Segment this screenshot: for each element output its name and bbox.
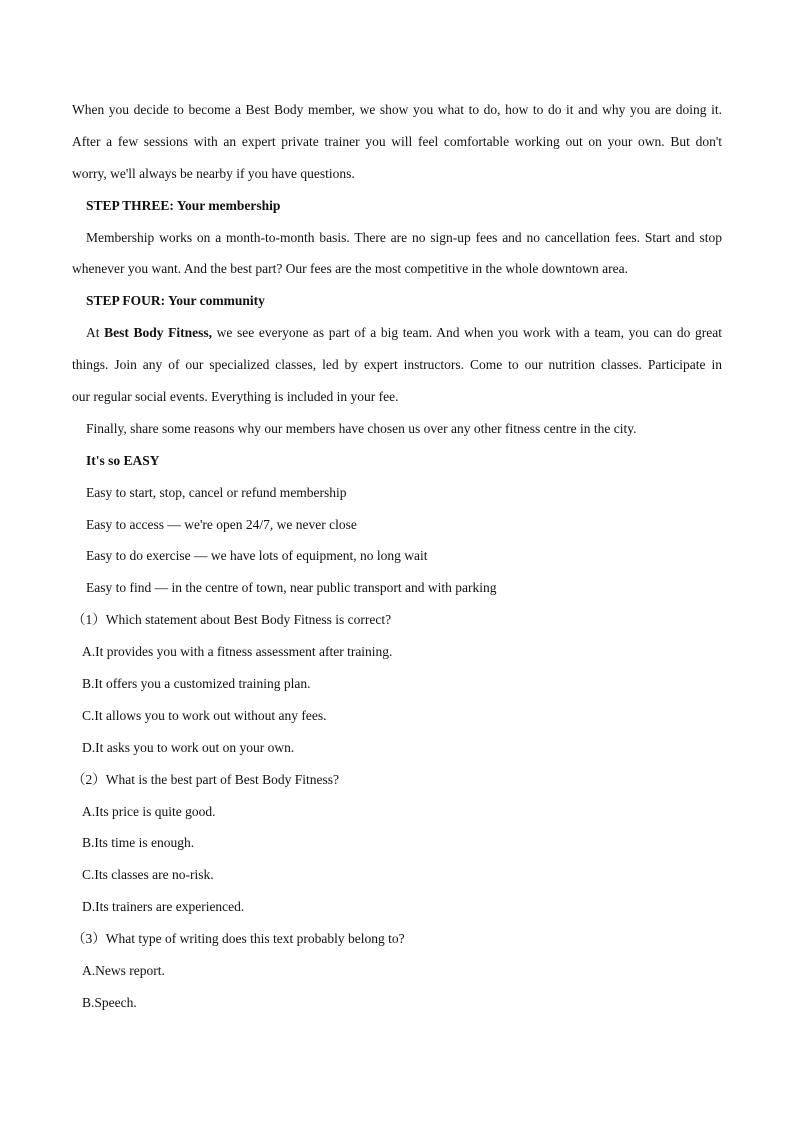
question-stem: （2）What is the best part of Best Body Fitness?	[72, 771, 339, 787]
text-line	[72, 317, 722, 349]
text-line: Membership works on a month-to-month basis. There are no sign-up fees and no cancellation fees. Start and stop	[86, 229, 722, 245]
paragraph-community	[72, 317, 722, 413]
answer-option: A.Its price is quite good.	[82, 803, 216, 819]
text-line: After a few sessions with an expert private trainer you will feel comfortable working out on your own. But don't	[72, 133, 722, 149]
answer-option: A.It provides you with a fitness assessment after training.	[82, 644, 393, 660]
question-3	[72, 923, 722, 1019]
answer-option: B.It offers you a customized training plan.	[82, 676, 311, 692]
text-line: worry, we'll always be nearby if you have questions.	[72, 165, 355, 181]
answer-option: D.Its trainers are experienced.	[82, 899, 245, 915]
paragraph-intro	[72, 94, 722, 190]
step-four-heading: STEP FOUR: Your community	[86, 293, 265, 309]
text-fragment: we see everyone as part of a big team. And when you work with a team, you can do great	[212, 325, 722, 341]
answer-option: C.It allows you to work out without any fees.	[82, 707, 327, 723]
paragraph-finally: Finally, share some reasons why our members have chosen us over any other fitness centre in the city.	[86, 420, 637, 436]
step-three-heading: STEP THREE: Your membership	[86, 197, 281, 213]
text-line: our regular social events. Everything is included in your fee.	[72, 389, 399, 405]
question-1	[72, 604, 722, 763]
answer-option: C.Its classes are no-risk.	[82, 867, 214, 883]
document-page	[72, 94, 722, 1019]
list-item: Easy to access — we're open 24/7, we never close	[86, 516, 357, 532]
easy-list	[72, 477, 722, 605]
question-stem: （3）What type of writing does this text probably belong to?	[72, 931, 405, 947]
question-2	[72, 764, 722, 923]
answer-option: A.News report.	[82, 963, 165, 979]
easy-heading: It's so EASY	[86, 452, 160, 468]
text-fragment: At	[86, 325, 105, 341]
answer-option: B.Its time is enough.	[82, 835, 195, 851]
answer-option: D.It asks you to work out on your own.	[82, 739, 295, 755]
list-item: Easy to start, stop, cancel or refund membership	[86, 484, 347, 500]
list-item: Easy to find — in the centre of town, near public transport and with parking	[86, 580, 497, 596]
question-stem: （1）Which statement about Best Body Fitness is correct?	[72, 612, 392, 628]
list-item: Easy to do exercise — we have lots of equipment, no long wait	[86, 548, 428, 564]
text-line: things. Join any of our specialized classes, led by expert instructors. Come to our nutrition classes. Participate in	[72, 357, 722, 373]
brand-name: Best Body Fitness,	[104, 325, 212, 341]
answer-option: B.Speech.	[82, 994, 137, 1010]
text-line: When you decide to become a Best Body member, we show you what to do, how to do it and why you are doing it.	[72, 102, 722, 117]
text-line: whenever you want. And the best part? Our fees are the most competitive in the whole downtown area.	[72, 261, 628, 277]
paragraph-membership	[72, 222, 722, 286]
